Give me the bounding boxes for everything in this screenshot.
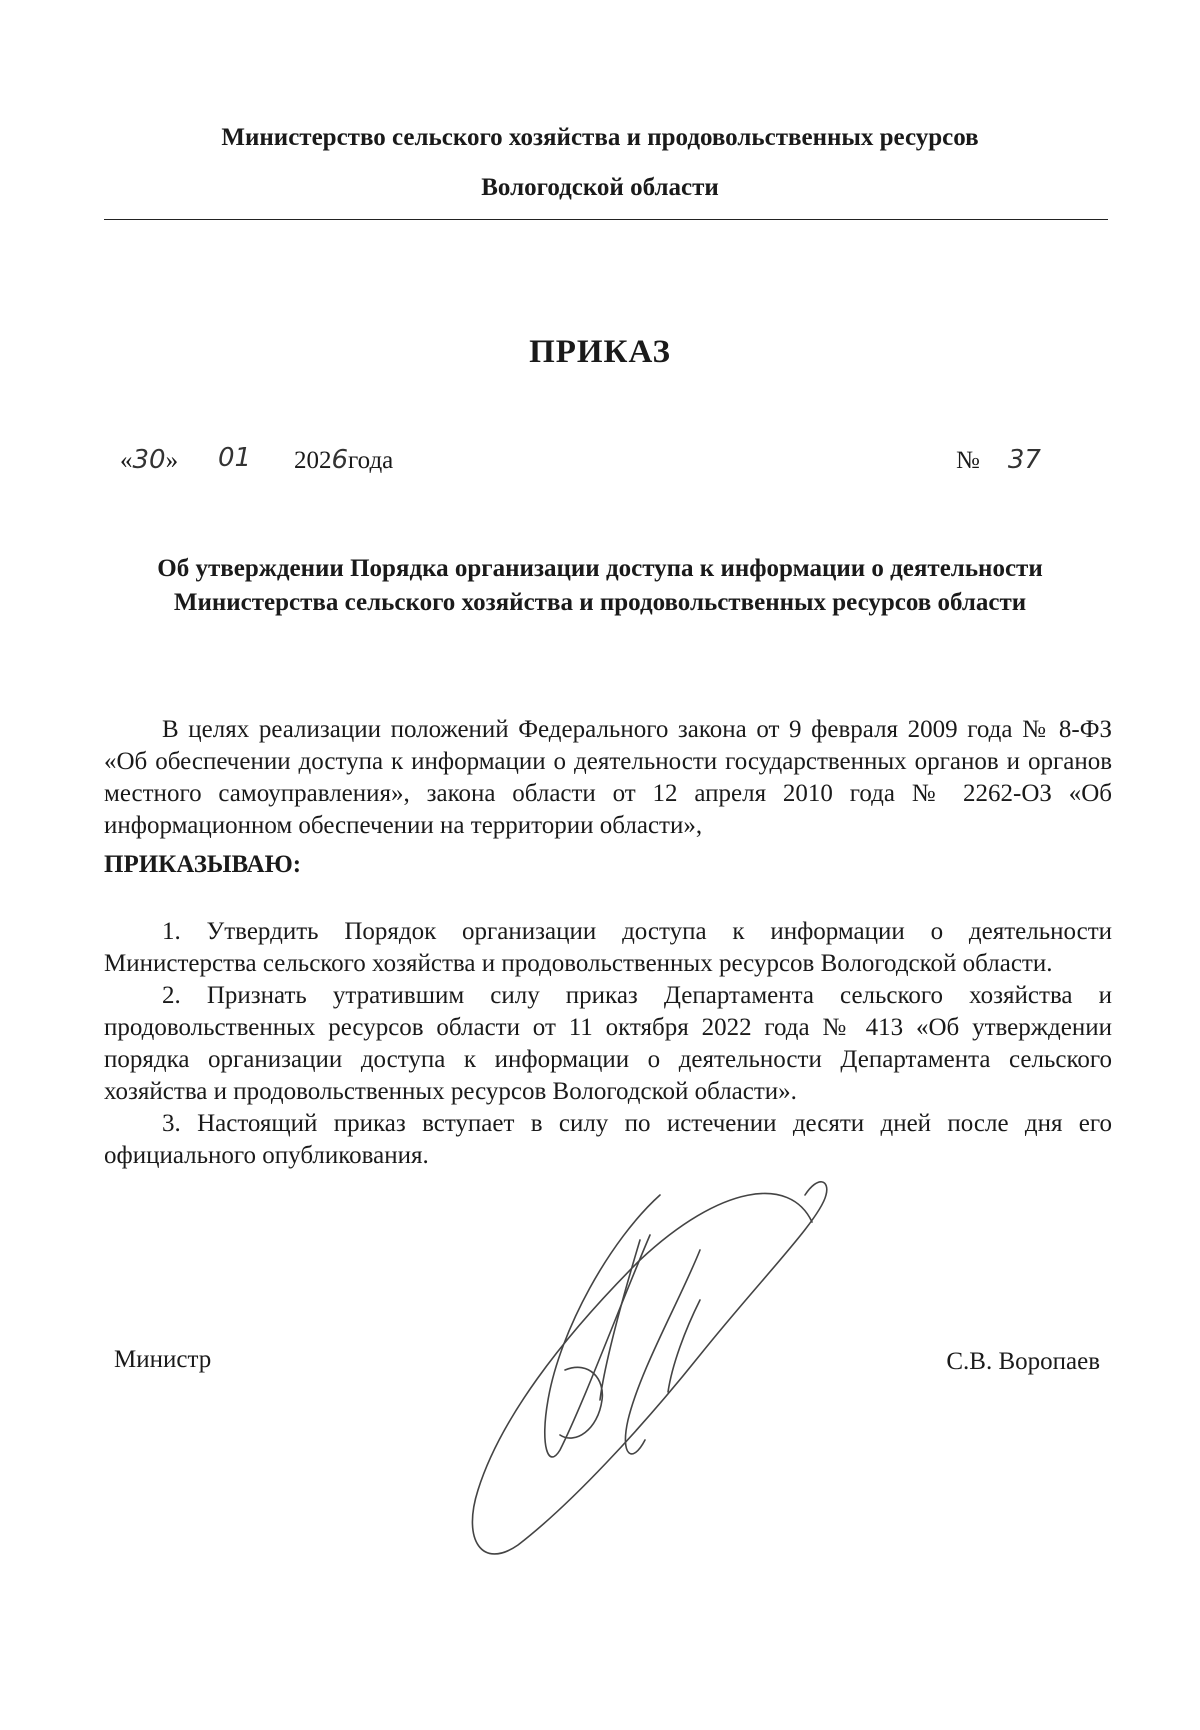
region-name: Вологодской области xyxy=(481,174,719,201)
order-item: 2. Признать утратившим силу приказ Департамента сельского хозяйства и продовольственных ресурсов области от 11 октября 2022 года № 413 «Об утверждении порядка организации доступа к информации о деятельности Департамента сельского хозяйства и продовольственных ресурсов Вологодской области». xyxy=(104,982,1112,1105)
date-month-handwritten: 01 xyxy=(218,443,252,473)
date-year-suffix: года xyxy=(348,447,394,474)
date-year xyxy=(294,445,393,475)
header-divider xyxy=(104,219,1108,220)
ministry-name: Министерство сельского хозяйства и продовольственных ресурсов xyxy=(221,124,979,151)
signatory-position: Министр xyxy=(114,1346,212,1373)
order-item: 1. Утвердить Порядок организации доступа к информации о деятельности Министерства сельского хозяйства и продовольственных ресурсов Вологодской области. xyxy=(104,918,1112,977)
date-number-row xyxy=(120,445,1100,485)
date-open-quote: « xyxy=(120,447,133,474)
order-items xyxy=(104,916,1112,1172)
date-close-quote: » xyxy=(165,447,179,474)
document-title: Об утверждении Порядка организации доступа к информации о деятельности Министерства сельского хозяйства и продовольственных ресурсов области xyxy=(157,555,1043,616)
order-number-handwritten: 37 xyxy=(1007,445,1041,475)
order-word: ПРИКАЗЫВАЮ: xyxy=(104,851,302,878)
document-type: ПРИКАЗ xyxy=(529,334,671,370)
order-item: 3. Настоящий приказ вступает в силу по истечении десяти дней после дня его официального опубликования. xyxy=(104,1110,1112,1169)
date-year-digit-handwritten: 6 xyxy=(331,445,349,475)
order-number xyxy=(956,445,1041,475)
date-day xyxy=(120,445,178,475)
date-year-prefix: 202 xyxy=(294,447,332,474)
signatory-name: С.В. Воропаев xyxy=(946,1348,1100,1375)
date-day-handwritten: 30 xyxy=(132,445,166,475)
preamble-paragraph: В целях реализации положений Федерального закона от 9 февраля 2009 года № 8-ФЗ «Об обеспечении доступа к информации о деятельности государственных органов и органов местного самоуправления», закона области от 12 апреля 2010 года № 2262-ОЗ «Об информационном обеспечении на территории области», xyxy=(104,716,1112,839)
number-sign: № xyxy=(956,447,980,474)
